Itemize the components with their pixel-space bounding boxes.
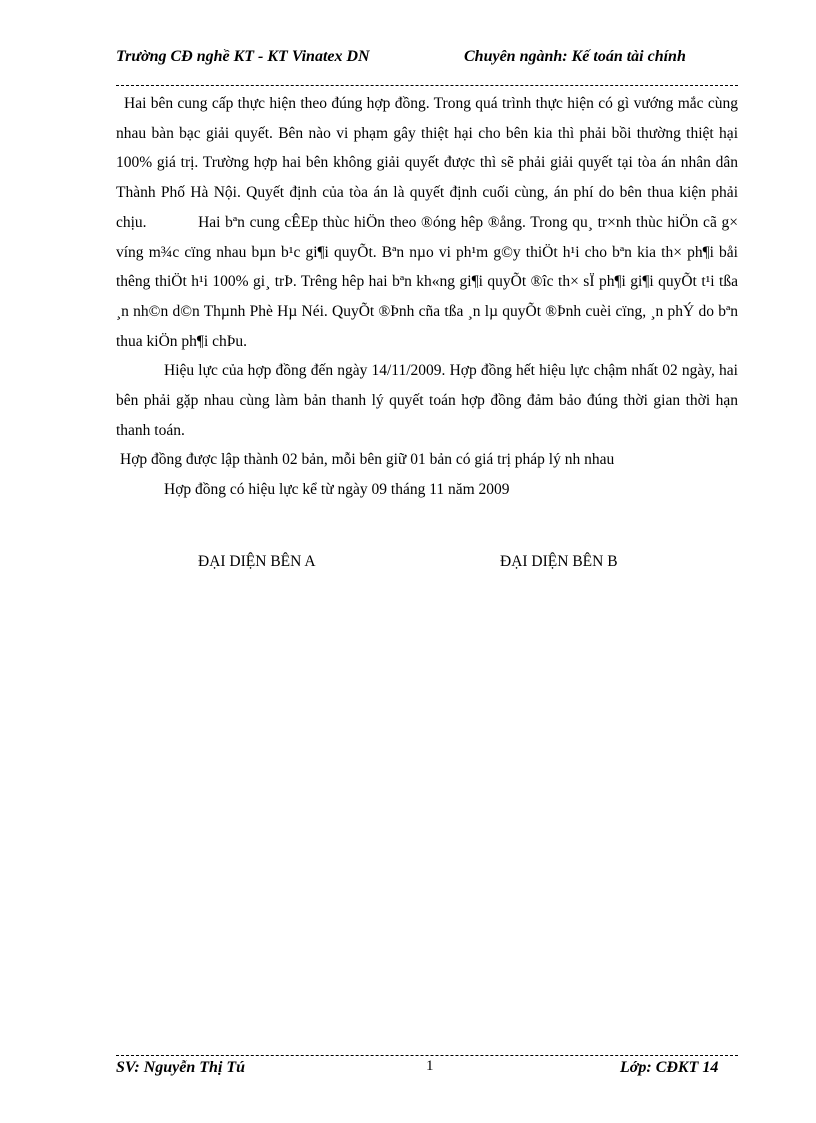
signature-party-a: ĐẠI DIỆN BÊN A — [198, 553, 316, 570]
header-divider — [116, 85, 738, 86]
header-school-name: Trường CĐ nghề KT - KT Vinatex DN — [116, 48, 370, 65]
paragraph-validity: Hiệu lực của hợp đồng đến ngày 14/11/2009. Hợp đồng hết hiệu lực chậm nhất 02 ngày, hai bên phải gặp nhau cùng làm bản thanh lý quyết toán hợp đồng đảm bảo đúng thời gian thời hạn thanh toán. — [116, 362, 738, 439]
contract-body — [116, 89, 738, 505]
signature-party-b: ĐẠI DIỆN BÊN B — [500, 553, 618, 570]
paragraph-obligations-unicode: Hai bên cung cấp thực hiện theo đúng hợp đồng. Trong quá trình thực hiện có gì vướng mắc cùng nhau bàn bạc giải quyết. Bên nào vi phạm gây thiệt hại cho bên kia thì phải bồi thường thiệt hại 100% giá trị. Trường hợp hai bên không giải quyết được thì sẽ phải giải quyết tại tòa án nhân dân Thành Phố Hà Nội. Quyết định của tòa án là quyết định cuối cùng, án phí do bên thua kiện phải chịu. — [116, 95, 738, 231]
footer-class: Lớp: CĐKT 14 — [620, 1059, 719, 1076]
paragraph-effective-date: Hợp đồng có hiệu lực kể từ ngày 09 tháng 11 năm 2009 — [164, 481, 510, 499]
footer-student: SV: Nguyễn Thị Tú — [116, 1059, 246, 1076]
paragraph-obligations — [116, 89, 738, 356]
paragraph-copies: Hợp đồng được lập thành 02 bản, mỗi bên giữ 01 bản có giá trị pháp lý nh nhau — [120, 451, 615, 469]
page-number: 1 — [426, 1058, 434, 1074]
footer-divider — [116, 1055, 738, 1056]
header-major: Chuyên ngành: Kế toán tài chính — [464, 48, 686, 65]
paragraph-obligations-legacy-encoding: Hai bªn cung cÊEp thùc hiÖn theo ®óng hêp ®ång. Trong qu¸ tr×nh thùc hiÖn cã g× víng m¾c cïng nhau bµn b¹c gi¶i quyÕt. Bªn nµo vi ph¹m g©y thiÖt h¹i cho bªn kia th× ph¶i båi thêng thiÖt h¹i 100% gi¸ trÞ. Trêng hêp hai bªn kh«ng gi¶i quyÕt ®îc th× sÏ ph¶i gi¶i quyÕt t¹i tßa ¸n nh©n d©n Thµnh Phè Hµ Néi. QuyÕt ®Þnh cña tßa ¸n lµ quyÕt ®Þnh cuèi cïng, ¸n phÝ do bªn thua kiÖn ph¶i chÞu. — [116, 213, 738, 350]
